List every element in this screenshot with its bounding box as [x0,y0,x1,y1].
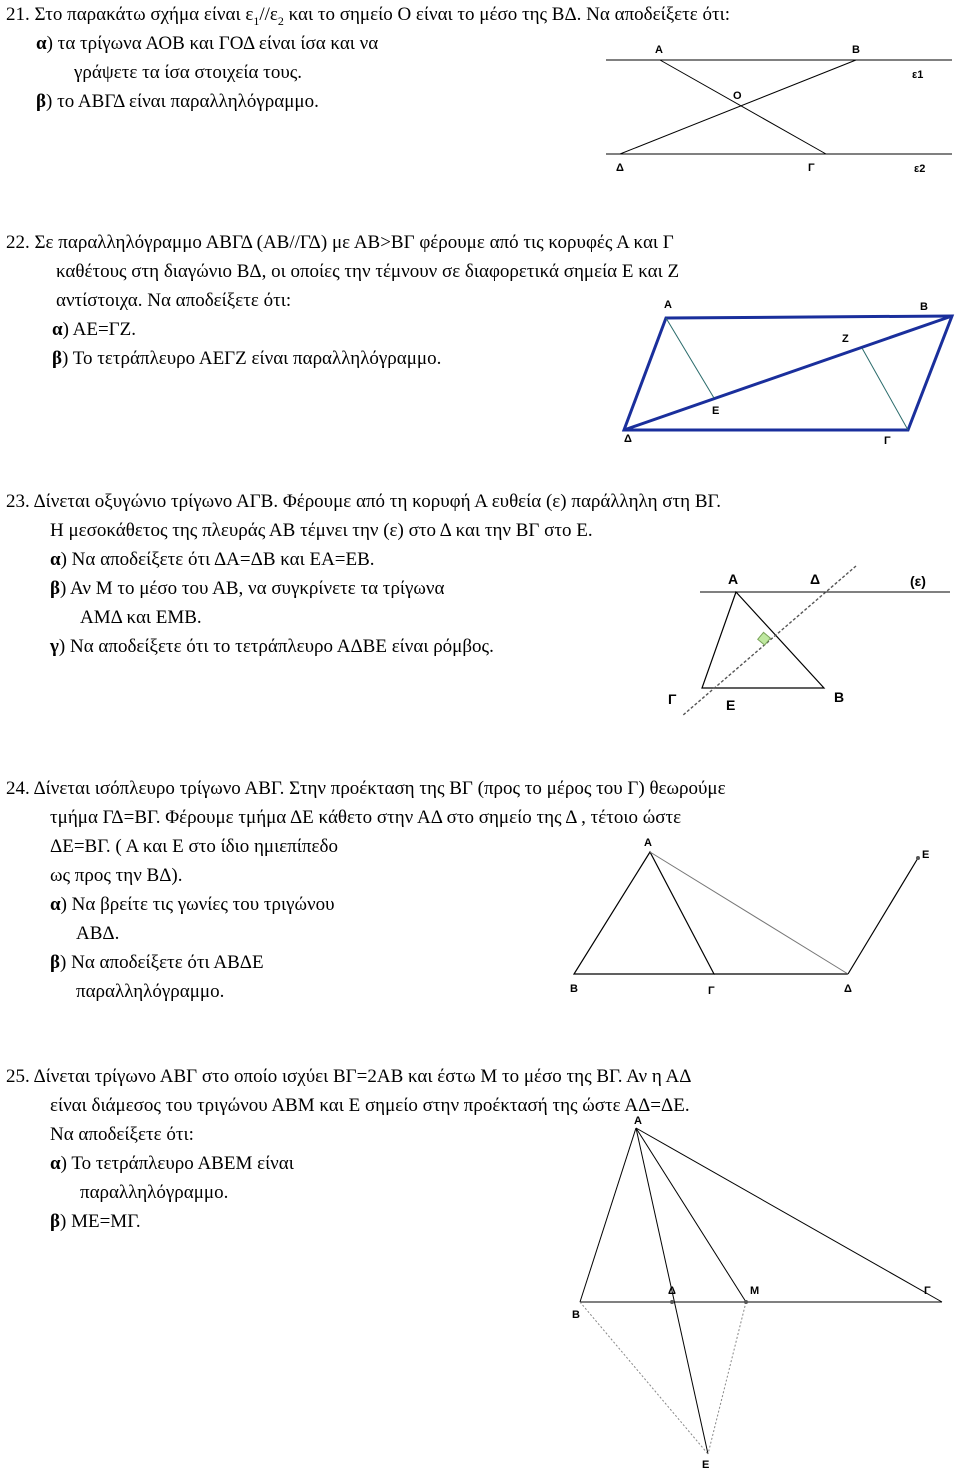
point-label-A: Α [664,299,672,311]
problem-23-part-b-cont [80,607,202,629]
problem-22-line-1 [6,232,674,254]
point-label-Z: Ζ [842,333,849,345]
perpendicular-bisector [682,566,856,716]
point-label-G: Γ [668,691,677,707]
part-text: ) τα τρίγωνα ΑΟΒ και ΓΟΔ είναι ίσα και να [46,33,379,54]
problem-25-part-a-cont [80,1182,228,1204]
part-text: ) ΑΕ=ΓΖ. [62,319,137,340]
problem-text: //ε [259,4,278,25]
problem-23-part-b [50,578,444,600]
part-label: γ [50,636,59,657]
problem-21-part-b [36,91,319,113]
problem-22-line-3 [56,290,291,312]
figure-23 [660,556,960,720]
problem-text: Η μεσοκάθετος της πλευράς ΑΒ τέμνει την (ε) στο Δ και την ΒΓ στο Ε. [50,520,593,541]
subscript: 2 [277,13,284,28]
part-text: ) Να αποδείξετε ότι το τετράπλευρο ΑΔΒΕ είναι ρόμβος. [58,636,494,657]
part-text: ) Το τετράπλευρο ΑΕΓΖ είναι παραλληλόγραμμο. [62,348,442,369]
point-label-D: Δ [616,162,624,174]
problem-23-line-2 [50,520,593,542]
point-label-A: Α [644,837,652,849]
point-label-G: Γ [708,985,715,997]
point-label-B: Β [570,983,578,995]
part-label: α [52,319,63,340]
part-label: β [36,91,47,112]
point-label-D: Δ [624,433,632,445]
problem-25-part-a [50,1153,294,1175]
segment-AB [580,1128,636,1302]
problem-text: Δίνεται τρίγωνο ΑΒΓ στο οποίο ισχύει ΒΓ=2ΑΒ και έστω Μ το μέσο της ΒΓ. Αν η ΑΔ [33,1066,692,1087]
point-label-O: Ο [733,90,742,102]
point-D-marker [670,1300,674,1304]
segment-DE [848,858,918,974]
line-label-e: (ε) [910,573,926,589]
point-label-D: Δ [668,1285,676,1297]
part-text: ΑΜΔ και ΕΜΒ. [80,607,202,628]
part-text: ) ΜΕ=ΜΓ. [60,1211,141,1232]
part-text: παραλληλόγραμμο. [76,981,225,1002]
problem-25-line-1 [6,1066,691,1088]
problem-text: καθέτους στη διαγώνιο ΒΔ, οι οποίες την τέμνουν σε διαφορετικά σημεία Ε και Ζ [56,261,680,282]
problem-22-part-b [52,348,441,370]
line-label-e1: ε1 [912,69,924,81]
point-label-E: E [702,1459,710,1471]
part-label: α [50,894,61,915]
problem-25-line-3 [50,1124,194,1146]
point-label-G: Γ [924,1285,931,1297]
point-label-D: Δ [810,571,821,587]
figure-24 [560,832,960,1002]
problem-number: 25. [6,1066,30,1087]
problem-number: 22. [6,232,30,253]
part-label: α [36,33,47,54]
segment-BD [620,60,856,154]
part-text: γράψετε τα ίσα στοιχεία τους. [74,62,302,83]
segment-AG [636,1128,942,1302]
line-label-e2: ε2 [914,163,926,175]
problem-25-part-b [50,1211,141,1233]
part-text: παραλληλόγραμμο. [80,1182,229,1203]
problem-21-part-a [36,33,378,55]
point-label-E: Ε [922,849,930,861]
right-angle-mark [758,632,771,645]
point-label-E: Ε [726,697,736,713]
point-label-D: Δ [844,983,852,995]
part-label: α [50,1153,61,1174]
perpendicular-AE [666,318,714,398]
problem-24-line-3 [50,836,338,858]
problem-text: Δίνεται οξυγώνιο τρίγωνο ΑΓΒ. Φέρουμε από τη κορυφή Α ευθεία (ε) παράλληλη στη ΒΓ. [33,491,721,512]
problem-24-part-a-cont [76,923,119,945]
part-label: β [50,952,61,973]
part-text: ΑΒΔ. [76,923,120,944]
point-label-B: Β [834,689,845,705]
segment-AM [636,1128,746,1302]
figure-25 [560,1116,960,1472]
perpendicular-GZ [862,348,908,430]
part-text: ) Αν Μ το μέσο του ΑΒ, να συγκρίνετε τα τρίγωνα [60,578,445,599]
problem-23-part-a [50,549,375,571]
problem-number: 21. [6,4,30,25]
point-label-A: Α [728,571,739,587]
point-label-A: Α [655,44,663,56]
point-E-marker [916,856,920,860]
problem-24-part-b-cont [76,981,224,1003]
problem-25-line-2 [50,1095,690,1117]
problem-22-part-a [52,319,136,341]
point-label-G: Γ [808,162,815,174]
problem-text: Να αποδείξετε ότι: [50,1124,194,1145]
problem-23-line-1 [6,491,721,513]
problem-21-line-1 [6,4,730,32]
part-text: ) Να αποδείξετε ότι ΔΑ=ΔΒ και ΕΑ=ΕΒ. [60,549,375,570]
problem-24-line-2 [50,807,681,829]
part-label: β [50,1211,61,1232]
figure-22 [618,290,960,454]
figure-21 [600,40,960,180]
part-text: ) το ΑΒΓΔ είναι παραλληλόγραμμο. [46,91,319,112]
problem-text: Στο παρακάτω σχήμα είναι ε [34,4,254,25]
problem-23-part-c [50,636,494,658]
point-M-marker [744,1300,748,1304]
problem-24-line-1 [6,778,726,800]
part-text: ) Να αποδείξετε ότι ΑΒΔΕ [60,952,264,973]
part-label: β [52,348,63,369]
segment-ME [708,1302,746,1454]
point-label-M: M [750,1285,760,1297]
point-label-B: Β [852,44,860,56]
point-label-G: Γ [884,435,891,447]
problem-text: τμήμα ΓΔ=ΒΓ. Φέρουμε τμήμα ΔΕ κάθετο στην ΑΔ στο σημείο της Δ , τέτοιο ώστε [50,807,682,828]
problem-24-part-a [50,894,335,916]
point-label-B: B [572,1309,580,1321]
triangle-ABG [574,852,714,974]
part-text: ) Να βρείτε τις γωνίες του τριγώνου [60,894,335,915]
subscript: 1 [253,13,260,28]
problem-text: είναι διάμεσος του τριγώνου ΑΒΜ και Ε σημείο στην προέκτασή της ώστε ΑΔ=ΔΕ. [50,1095,690,1116]
problem-21-part-a-cont [74,62,302,84]
segment-AG [660,60,826,154]
problem-22-line-2 [56,261,679,283]
problem-text: και το σημείο Ο είναι το μέσο της ΒΔ. Να αποδείξετε ότι: [283,4,731,25]
problem-number: 23. [6,491,30,512]
diagonal-BD [624,316,952,430]
point-label-A: A [634,1116,642,1127]
problem-number: 24. [6,778,30,799]
problem-text: Δίνεται ισόπλευρο τρίγωνο ΑΒΓ. Στην προέκταση της ΒΓ (προς το μέρος του Γ) θεωρούμε [33,778,726,799]
problem-text: ΔΕ=ΒΓ. ( Α και Ε στο ίδιο ημιεπίπεδο [50,836,338,857]
problem-text: αντίστοιχα. Να αποδείξετε ότι: [56,290,292,311]
point-label-E: Ε [712,405,720,417]
point-label-B: Β [920,301,928,313]
problem-text: ως προς την ΒΔ). [50,865,183,886]
problem-text: Σε παραλληλόγραμμο ΑΒΓΔ (ΑΒ//ΓΔ) με ΑΒ>ΒΓ φέρουμε από τις κορυφές Α και Γ [34,232,674,253]
part-label: α [50,549,61,570]
problem-24-line-4 [50,865,183,887]
problem-24-part-b [50,952,264,974]
segment-BE [580,1302,708,1454]
part-text: ) Το τετράπλευρο ΑΒΕΜ είναι [60,1153,294,1174]
part-label: β [50,578,61,599]
segment-AD [650,852,848,974]
